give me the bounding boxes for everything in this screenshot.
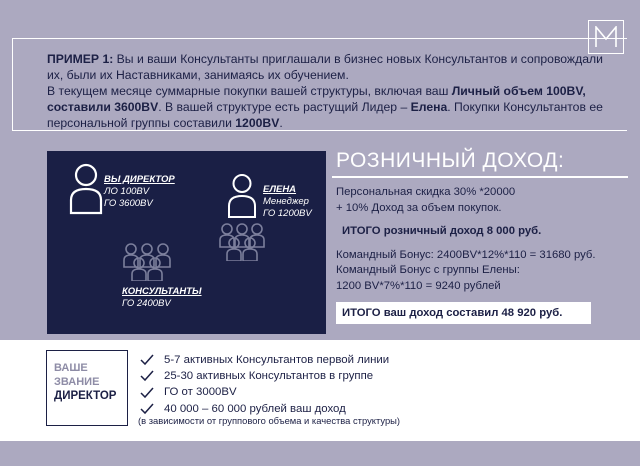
rank-box: ВАШЕ ЗВАНИЕ ДИРЕКТОР (46, 350, 128, 426)
elena-label: ЕЛЕНА Менеджер ГО 1200BV (263, 184, 312, 219)
example-text (47, 51, 612, 131)
income-divider (332, 176, 628, 178)
consultants-label: КОНСУЛЬТАНТЫ ГО 2400BV (122, 286, 202, 309)
director-label: ВЫ ДИРЕКТОР ЛО 100BV ГО 3600BV (104, 174, 175, 209)
income-subtotal: ИТОГО розничный доход 8 000 руб. (342, 225, 542, 237)
example-paragraph-2: В текущем месяце суммарные покупки вашей структуры, включая ваш Личный объем 100BV, составили 3600BV. В вашей структуре есть растущий Лидер – Елена. Покупки Консультантов ее персональной группы составили 1200BV. (47, 84, 603, 130)
consultants-group-icon (121, 241, 173, 281)
income-total: ИТОГО ваш доход составил 48 920 руб. (336, 302, 591, 324)
income-body: Персональная скидка 30% *20000 + 10% Доход за объем покупок. ИТОГО розничный доход 8 000 руб. Командный Бонус: 2400BV*12%*110 = 31680 руб. Командный Бонус с группы Елены: 1200 BV*7%*110 = 9240 рублей (336, 186, 596, 292)
elena-group-icon (217, 221, 267, 261)
check-icon (140, 370, 154, 382)
director-person-icon (69, 163, 103, 215)
criteria-item: 25-30 активных Консультантов в группе (140, 368, 389, 384)
income-title: РОЗНИЧНЫЙ ДОХОД: (336, 149, 565, 172)
check-icon (140, 403, 154, 415)
check-icon (140, 354, 154, 366)
structure-panel (47, 151, 326, 334)
criteria-note: (в зависимости от группового объема и качества структуры) (138, 415, 401, 426)
example-paragraph-1: ПРИМЕР 1: Вы и ваши Консультанты приглашали в бизнес новых Консультантов и сопровождали их, были их Наставниками, занимаясь их обучением. (47, 52, 603, 82)
rank-criteria-list (140, 352, 389, 417)
criteria-item: 40 000 – 60 000 рублей ваш доход (140, 401, 389, 417)
check-icon (140, 387, 154, 399)
criteria-item: ГО от 3000BV (140, 384, 389, 400)
criteria-item: 5-7 активных Консультантов первой линии (140, 352, 389, 368)
elena-person-icon (227, 173, 257, 219)
